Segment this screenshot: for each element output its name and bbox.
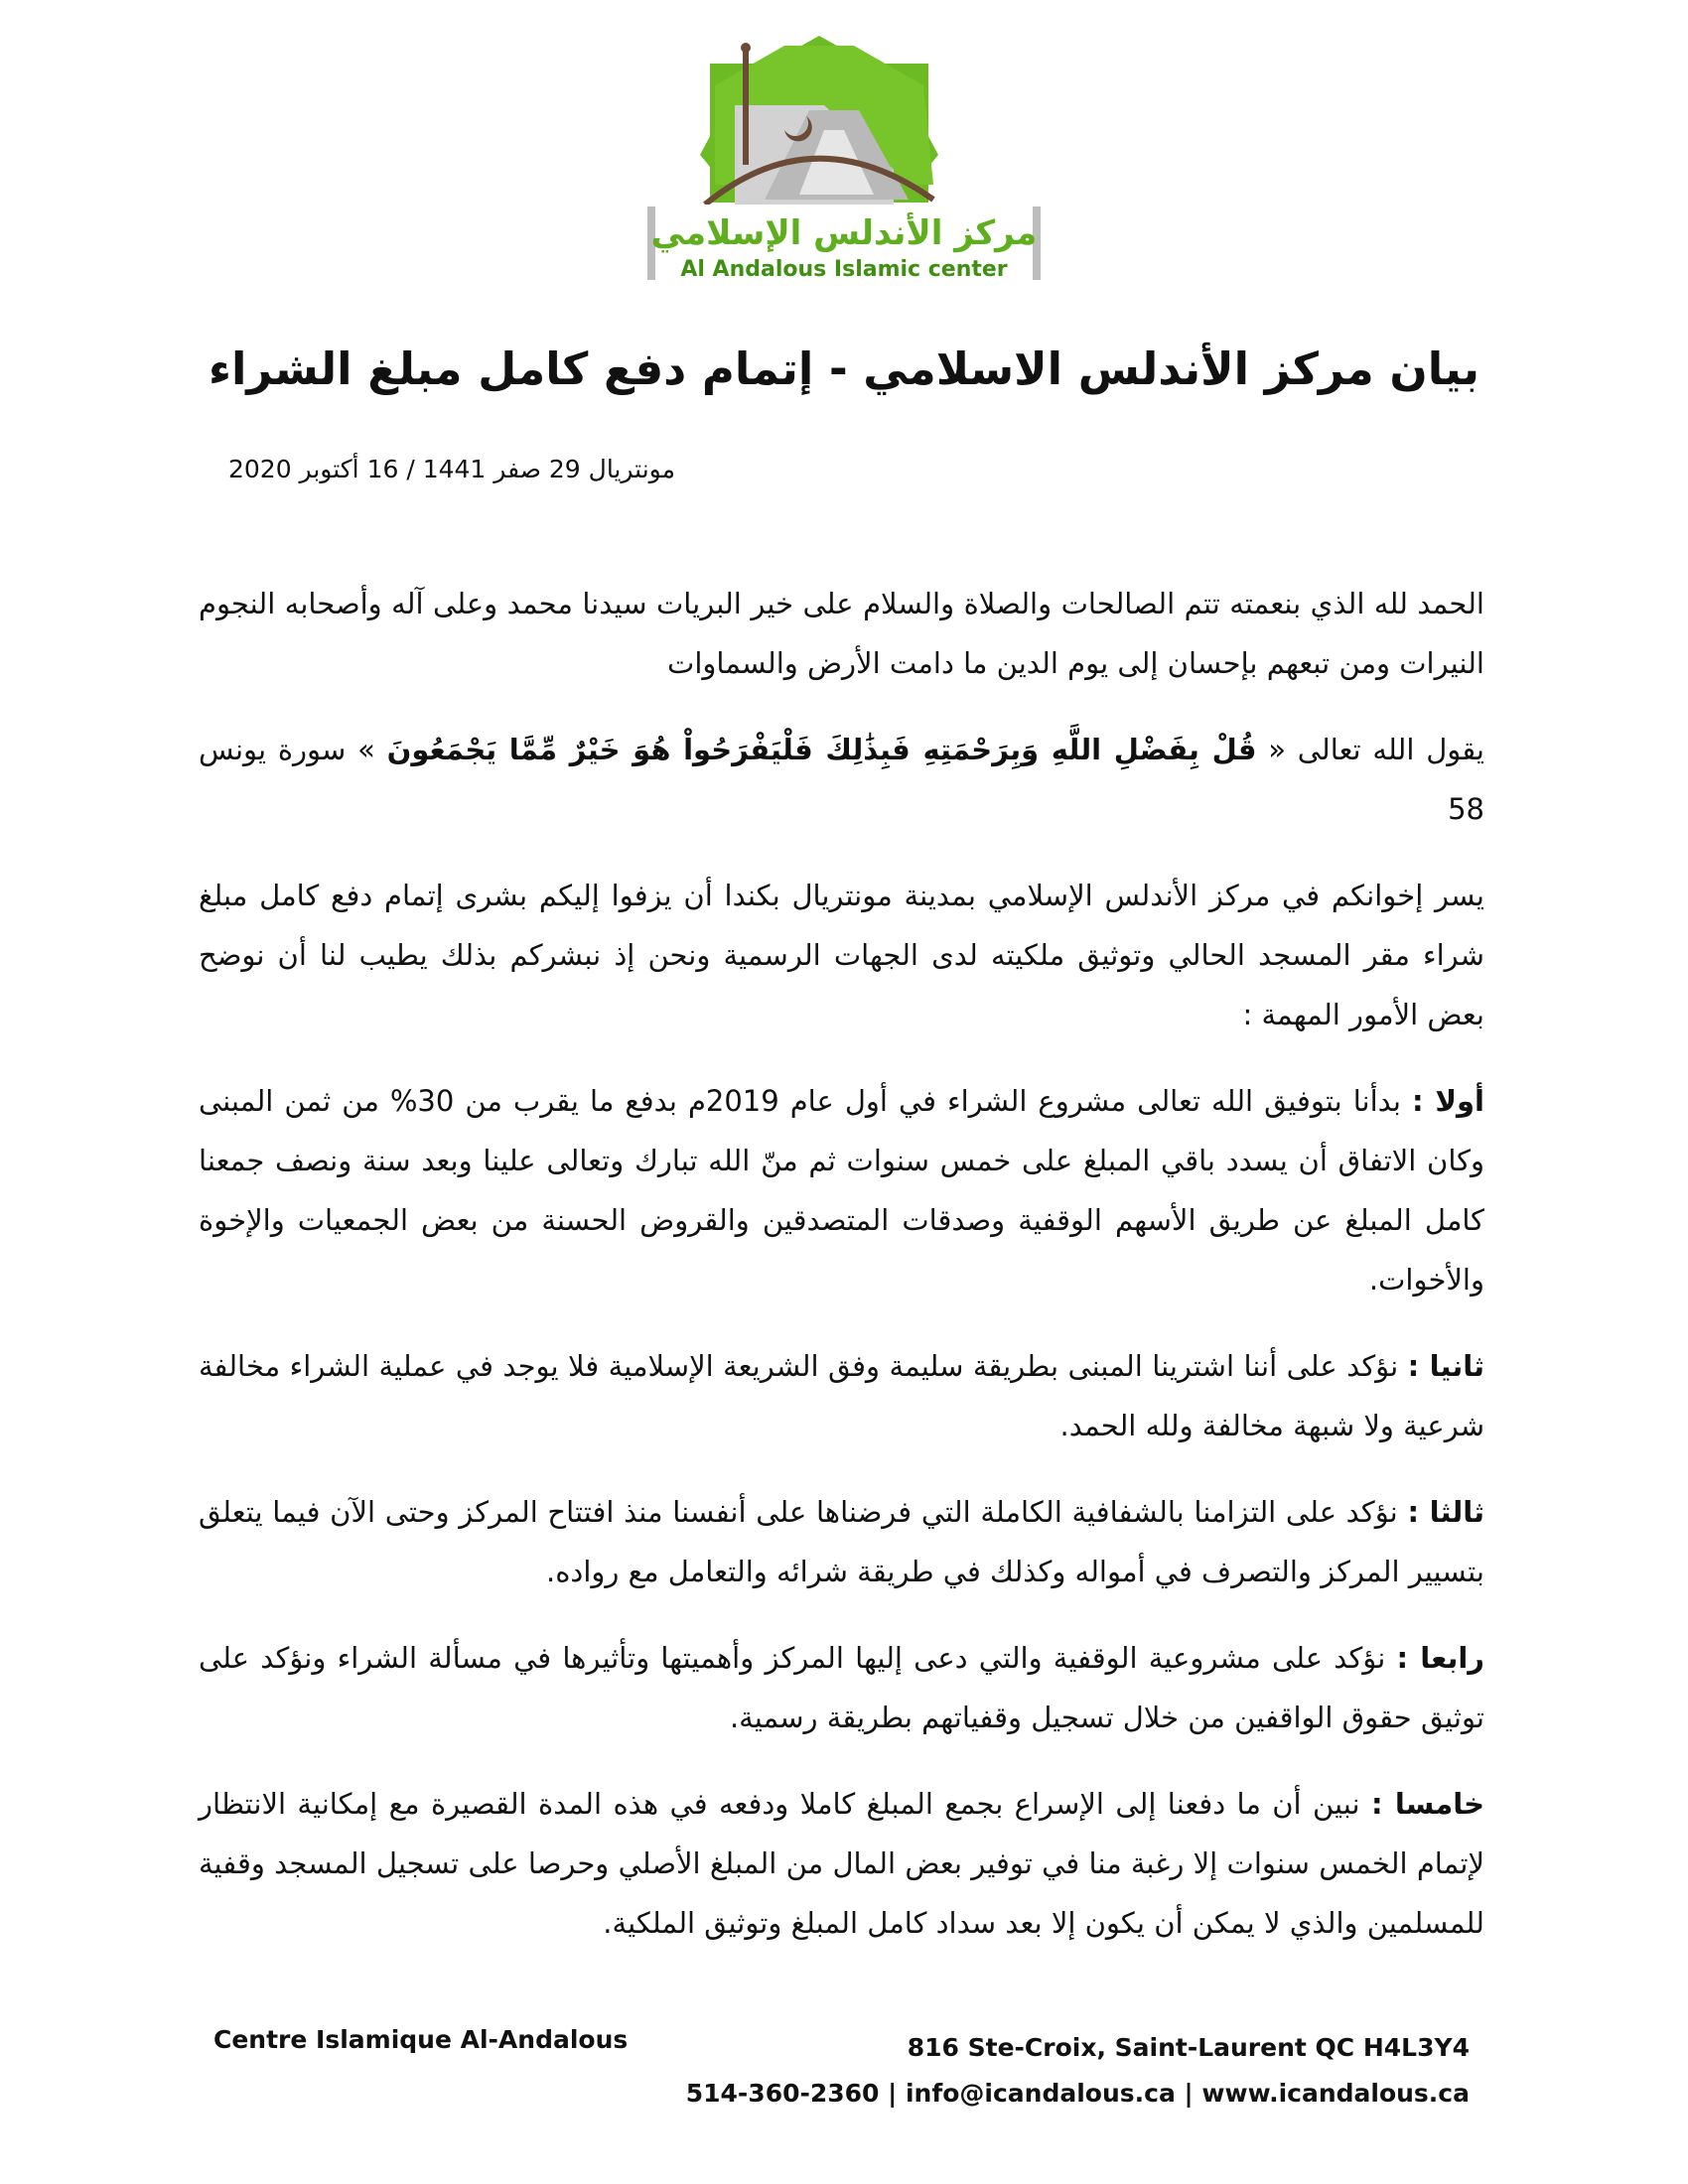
paragraph-intro: الحمد لله الذي بنعمته تتم الصالحات والصلاة والسلام على خير البريات سيدنا محمد وعلى آله وأصحابه النجوم النيرات ومن تبعهم بإحسان إلى يوم الدين ما دامت الأرض والسماوات: [199, 587, 1484, 680]
paragraph-announcement: يسر إخوانكم في مركز الأندلس الإسلامي بمدينة مونتريال بكندا أن يزفوا إليكم بشرى إتمام دفع كامل مبلغ شراء مقر المسجد الحالي وتوثيق ملكيته لدى الجهات الرسمية ونحن إذ نبشركم بذلك يطيب لنا أن نوضح بعض الأمور المهمة :: [199, 879, 1484, 1031]
verse-after: » سورة يونس 58: [199, 733, 1484, 826]
point-lead: ثالثا :: [1407, 1495, 1485, 1529]
point-text: بدأنا بتوفيق الله تعالى مشروع الشراء في أول عام 2019م بدفع ما يقرب من 30% من ثمن المبنى وكان الاتفاق أن يسدد باقي المبلغ على خمس سنوات ثم منّ الله تبارك وتعالى علينا وبعد سنة ونصف جمعنا كامل المبلغ عن طريق الأسهم الوقفية وصدقات المتصدقين والقروض الحسنة من بعض الجمعيات والإخوة والأخوات.: [199, 1084, 1484, 1297]
page-title: بيان مركز الأندلس الاسلامي - إتمام دفع كامل مبلغ الشراء: [209, 342, 1479, 395]
paragraph-third: [199, 1482, 1484, 1601]
point-lead: خامسا :: [1371, 1787, 1484, 1821]
footer-organization: Centre Islamique Al-Andalous: [213, 2025, 629, 2054]
paragraph-fourth: [199, 1628, 1484, 1747]
point-text: نؤكد على التزامنا بالشفافية الكاملة التي فرضناها على أنفسنا منذ افتتاح المركز وحتى الآن فيما يتعلق بتسيير المركز والتصرف في أمواله وكذلك في طريقة شرائه والتعامل مع رواده.: [199, 1495, 1484, 1588]
document-body: [199, 574, 1484, 1979]
point-lead: أولا :: [1411, 1084, 1484, 1118]
quran-verse: قُلْ بِفَضْلِ اللَّهِ وَبِرَحْمَتِهِ فَبِذَٰلِكَ فَلْيَفْرَحُواْ هُوَ خَيْرٌ مِّمَّا يَجْمَعُونَ: [386, 733, 1257, 766]
logo-arabic-name: مركز الأندلس الإسلامي: [650, 213, 1038, 253]
logo-english-name: Al Andalous Islamic center: [680, 257, 1008, 282]
point-text: نبين أن ما دفعنا إلى الإسراع بجمع المبلغ كاملا ودفعه في هذه المدة القصيرة مع إمكانية الانتظار لإتمام الخمس سنوات إلا رغبة منا في توفير بعض المال من المبلغ الأصلي وحرصا على تسجيل المسجد وقفية للمسلمين والذي لا يمكن أن يكون إلا بعد سداد كامل المبلغ وتوثيق الملكية.: [199, 1787, 1484, 1940]
footer-address: 816 Ste-Croix, Saint-Laurent QC H4L3Y4: [907, 2033, 1470, 2062]
paragraph-fifth: [199, 1774, 1484, 1953]
footer-contact: 514-360-2360 | info@icandalous.ca | www.icandalous.ca: [685, 2079, 1470, 2108]
mosque-logo-icon: [635, 36, 1053, 289]
point-lead: رابعا :: [1396, 1641, 1484, 1675]
paragraph-first: [199, 1071, 1484, 1309]
paragraph-verse: [199, 720, 1484, 839]
point-text: نؤكد على مشروعية الوقفية والتي دعى إليها المركز وأهميتها وتأثيرها في مسألة الشراء ونؤكد على توثيق حقوق الواقفين من خلال تسجيل وقفياتهم بطريقة رسمية.: [199, 1641, 1484, 1734]
document-date: مونتريال 29 صفر 1441 / 16 أكتوبر 2020: [227, 455, 675, 483]
verse-before: يقول الله تعالى «: [1268, 733, 1484, 766]
logo: [635, 36, 1053, 289]
paragraph-second: [199, 1336, 1484, 1455]
footer-contact-block: [686, 2025, 1470, 2116]
point-lead: ثانيا :: [1407, 1349, 1484, 1383]
point-text: نؤكد على أننا اشترينا المبنى بطريقة سليمة وفق الشريعة الإسلامية فلا يوجد في عملية الشراء مخالفة شرعية ولا شبهة مخالفة ولله الحمد.: [199, 1349, 1484, 1442]
